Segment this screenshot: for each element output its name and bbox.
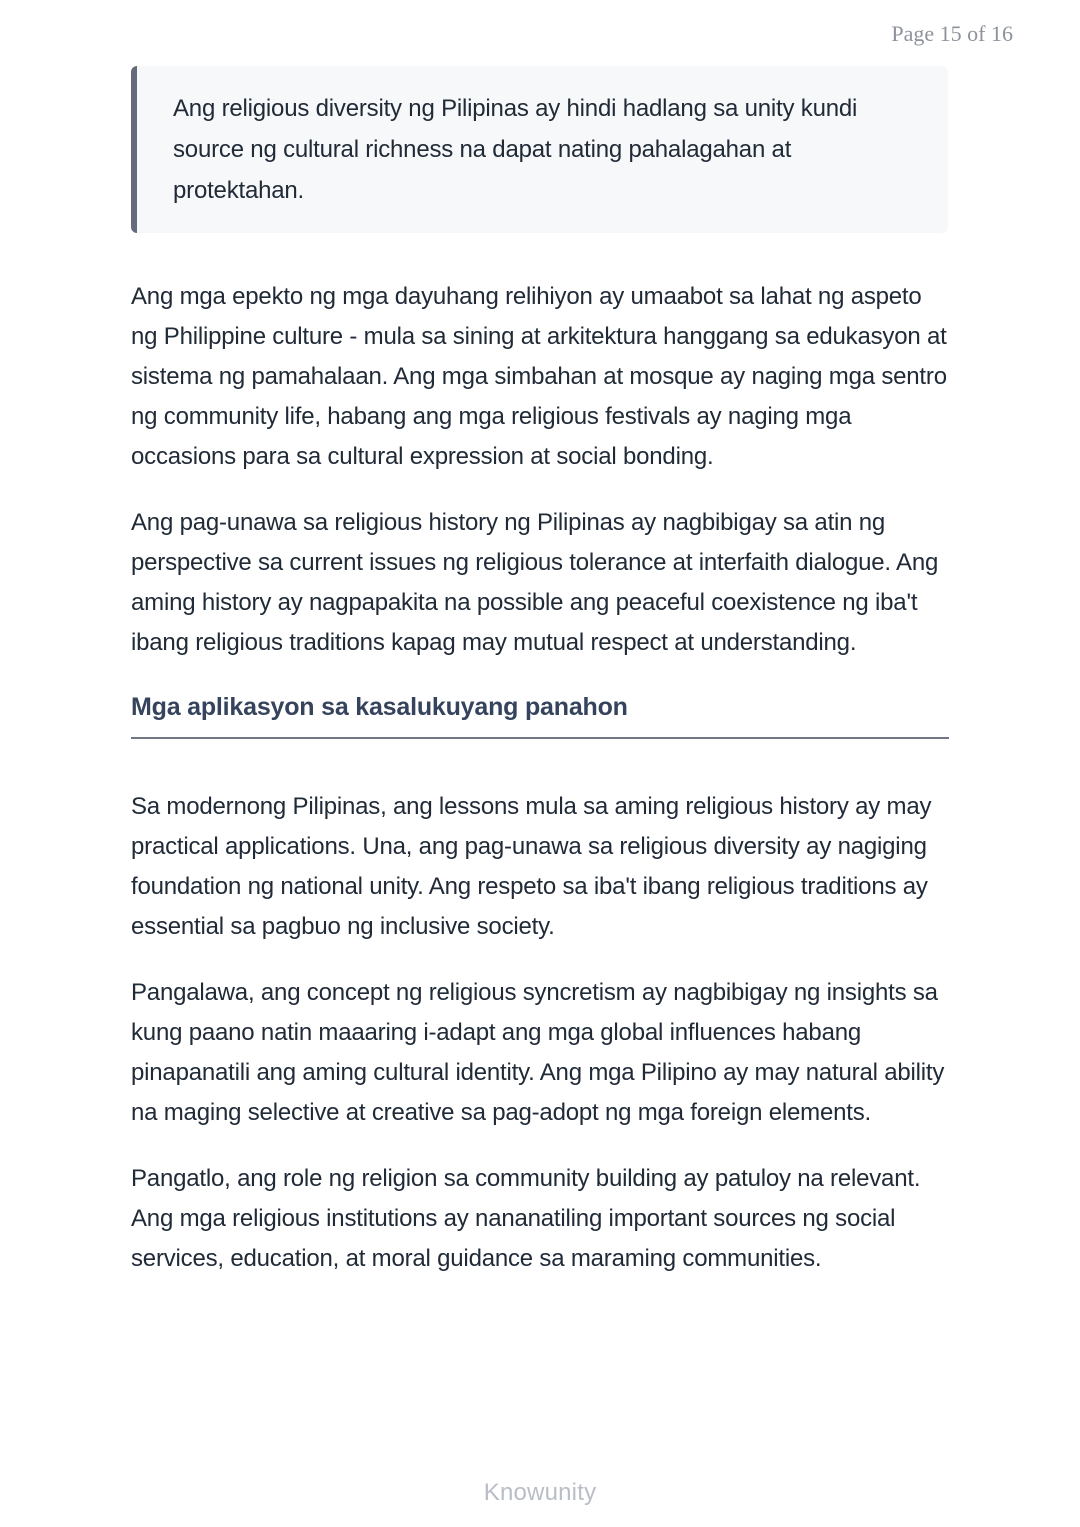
paragraph-application-una: Sa modernong Pilipinas, ang lessons mula sa aming religious history ay may practical applications. Una, ang pag-unawa sa religious diversity ay nagiging foundation ng national unity. Ang respeto sa iba't ibang religious traditions ay essential sa pagbuo ng inclusive society. <box>131 793 932 940</box>
section-heading-applications: Mga aplikasyon sa kasalukuyang panahon <box>131 693 949 739</box>
paragraph-effects-of-foreign-religions: Ang mga epekto ng mga dayuhang relihiyon ay umaabot sa lahat ng aspeto ng Philippine culture - mula sa sining at arkitektura hanggang sa edukasyon at sistema ng pamahalaan. Ang mga simbahan at mosque ay naging mga sentro ng community life, habang ang mga religious festivals ay naging mga occasions para sa cultural expression at social bonding. <box>131 283 947 470</box>
paragraph-application-pangatlo: Pangatlo, ang role ng religion sa community building ay patuloy na relevant. Ang mga religious institutions ay nananatiling important sources ng social services, education, at moral guidance sa maraming communities. <box>131 1165 921 1272</box>
paragraph-understanding-religious-history: Ang pag-unawa sa religious history ng Pilipinas ay nagbibigay sa atin ng perspective sa current issues ng religious tolerance at interfaith dialogue. Ang aming history ay nagpapakita na possible ang peaceful coexistence ng iba't ibang religious traditions kapag may mutual respect at understanding. <box>131 509 939 656</box>
highlight-quote-block <box>131 66 948 233</box>
paragraph-application-pangalawa: Pangalawa, ang concept ng religious syncretism ay nagbibigay ng insights sa kung paano natin maaaring i-adapt ang mga global influences habang pinapanatili ang aming cultural identity. Ang mga Pilipino ay may natural ability na maging selective at creative sa pag-adopt ng mga foreign elements. <box>131 979 945 1126</box>
page-indicator: Page 15 of 16 <box>891 21 1013 46</box>
highlight-quote-text: Ang religious diversity ng Pilipinas ay hindi hadlang sa unity kundi source ng cultural richness na dapat nating pahalagahan at protektahan. <box>173 95 858 204</box>
document-body <box>131 66 949 1305</box>
brand-footer: Knowunity <box>483 1479 597 1506</box>
